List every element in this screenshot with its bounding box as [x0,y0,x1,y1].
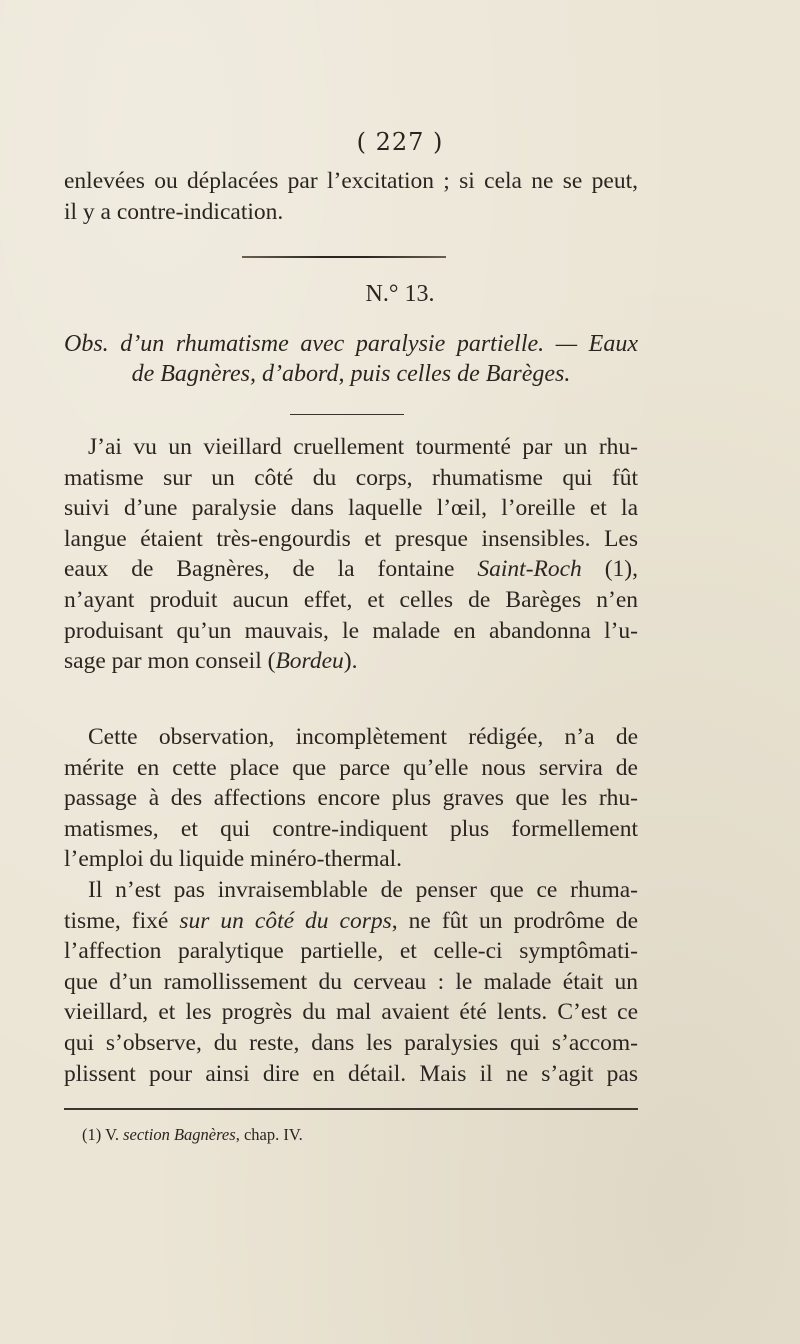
text-line: passage à des affections encore plus graves que les rhu- [64,785,638,812]
footnote-divider [64,1108,638,1110]
text-line: suivi d’une paralysie dans laquelle l’œil, l’oreille et la [64,495,638,522]
text-line: n’ayant produit aucun effet, et celles de Barèges n’en [64,586,638,613]
footnote-italic: section Bagnères [123,1125,236,1144]
title-divider [290,414,404,415]
observation-title-line: Obs. d’un rhumatisme avec paralysie partielle. — Eaux [64,331,638,357]
text-line: Cette observation, incomplètement rédigée, n’a de [88,724,638,750]
paragraph-1 [64,432,638,677]
text-line: qui s’observe, du reste, dans les paralysies qui s’accom- [64,1029,638,1056]
text-line: plissent pour ainsi dire en détail. Mais il ne s’agit pas [64,1060,638,1087]
text-segment: sage par mon conseil ( [64,648,276,675]
text-line [64,906,638,937]
text-line: mérite en cette place que parce qu’elle nous servira de [64,754,638,781]
text-line: Il n’est pas invraisemblable de penser que ce rhuma- [88,877,638,903]
observation-title-line: de Bagnères, d’abord, puis celles de Barèges. [131,361,571,387]
italic-phrase: sur un côté du corps [179,907,392,934]
text-line: J’ai vu un vieillard cruellement tourmenté par un rhu- [88,434,638,460]
text-line: il y a contre-indication. [64,198,284,225]
text-line: langue étaient très-engourdis et presque insensibles. Les [64,525,638,552]
text-line: enlevées ou déplacées par l’excitation ; si cela ne se peut, [64,168,638,194]
paragraph-2 [64,722,638,875]
page-number: ( 227 ) [356,128,444,156]
text-line [64,554,638,585]
observation-number: N.° 13. [365,281,435,307]
paragraph-3 [64,875,638,1089]
text-segment: tisme, fixé [64,907,180,934]
italic-author-name: Bordeu [275,648,344,675]
text-line: matismes, et qui contre-indiquent plus formellement [64,815,638,842]
section-divider [242,256,446,258]
footnote-text: , chap. IV. [235,1125,303,1144]
text-line: l’affection paralytique partielle, et celle-ci symptômati- [64,938,638,965]
footnote-marker: (1) V. [82,1125,124,1144]
observation-title [64,329,638,389]
text-segment: eaux de Bagnères, de la fontaine [64,556,478,583]
text-line [64,646,638,677]
text-segment: ). [343,648,358,675]
text-line: vieillard, et les progrès du mal avaient été lents. C’est ce [64,999,638,1026]
text-line: matisme sur un côté du corps, rhumatisme qui fût [64,464,638,491]
footnote [82,1124,303,1146]
intro-text [64,166,638,227]
text-line: produisant qu’un mauvais, le malade en abandonna l’u- [64,617,638,644]
text-segment: , ne fût un prodrôme de [391,907,639,934]
text-line: l’emploi du liquide minéro-thermal. [64,846,403,873]
text-line: que d’un ramollissement du cerveau : le malade était un [64,968,638,995]
italic-place-name: Saint-Roch [477,556,582,583]
footnote-reference: (1), [581,556,638,583]
